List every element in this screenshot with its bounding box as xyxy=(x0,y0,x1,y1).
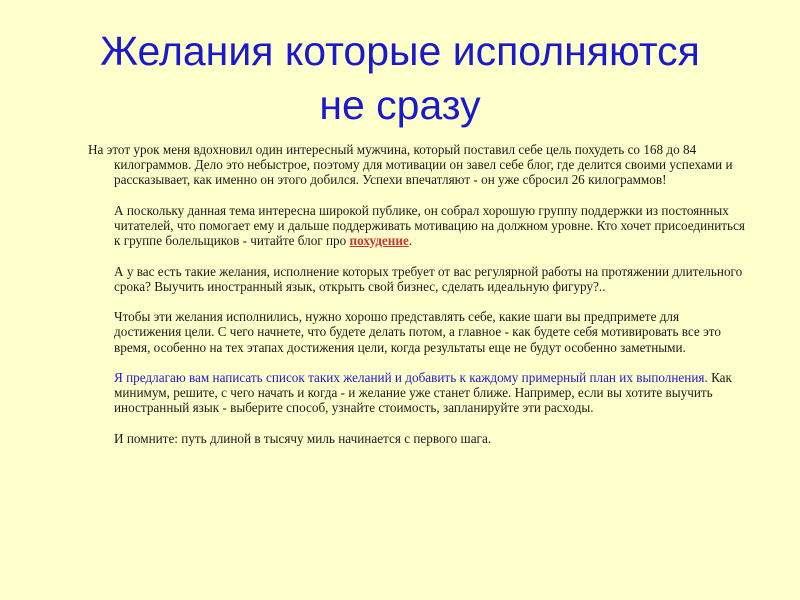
paragraph-support-group-text: А поскольку данная тема интересна широкой публике, он собрал хорошую группу поддержки из постоянных читателей, что помогает ему и дальше поддерживать мотивацию на должном уровне. Кто хочет присоединиться к группе болельщиков - читайте блог про xyxy=(114,202,745,249)
paragraph-intro: На этот урок меня вдохновил один интересный мужчина, который поставил себе цель похудеть со 168 до 84 килограммов. Дело это небыстрое, поэтому для мотивации он завел себе блог, где делится своими успехами и рассказывает, как именно он этого добился. Успехи впечатляют - он уже сбросил 26 килограммов! xyxy=(88,142,733,188)
paragraph-closing: И помните: путь длиной в тысячу миль начинается с первого шага. xyxy=(114,430,492,446)
task-highlight: Я предлагаю вам написать список таких желаний и добавить к каждому примерный план их выполнения. xyxy=(114,369,708,385)
paragraph-question: А у вас есть такие желания, исполнение которых требует от вас регулярной работы на протяжении длительного срока? Выучить иностранный язык, открыть свой бизнес, сделать идеальную фигуру?.. xyxy=(114,263,743,294)
task-rest: Как минимум, решите, с чего начать и когда - и желание уже станет ближе. Например, если вы хотите выучить иностранный язык - выберите способ, узнайте стоимость, запланируйте эти расходы. xyxy=(114,369,732,416)
slide-title-line-1: Желания которые исполняются xyxy=(100,28,700,74)
weight-loss-blog-link[interactable]: похудение xyxy=(349,233,409,249)
paragraph-support-group-end: . xyxy=(408,233,413,249)
body-text xyxy=(88,142,748,461)
paragraph-task xyxy=(88,370,748,416)
paragraph-support-group xyxy=(88,203,748,249)
slide-title xyxy=(40,24,760,132)
slide-title-line-2: не сразу xyxy=(319,82,481,128)
paragraph-steps: Чтобы эти желания исполнились, нужно хорошо представлять себе, какие шаги вы предпримете для достижения цели. С чего начнете, что будете делать потом, а главное - как будете себя мотивировать все это время, особенно на тех этапах достижения цели, когда результаты еще не будут особенно заметными. xyxy=(114,309,721,355)
